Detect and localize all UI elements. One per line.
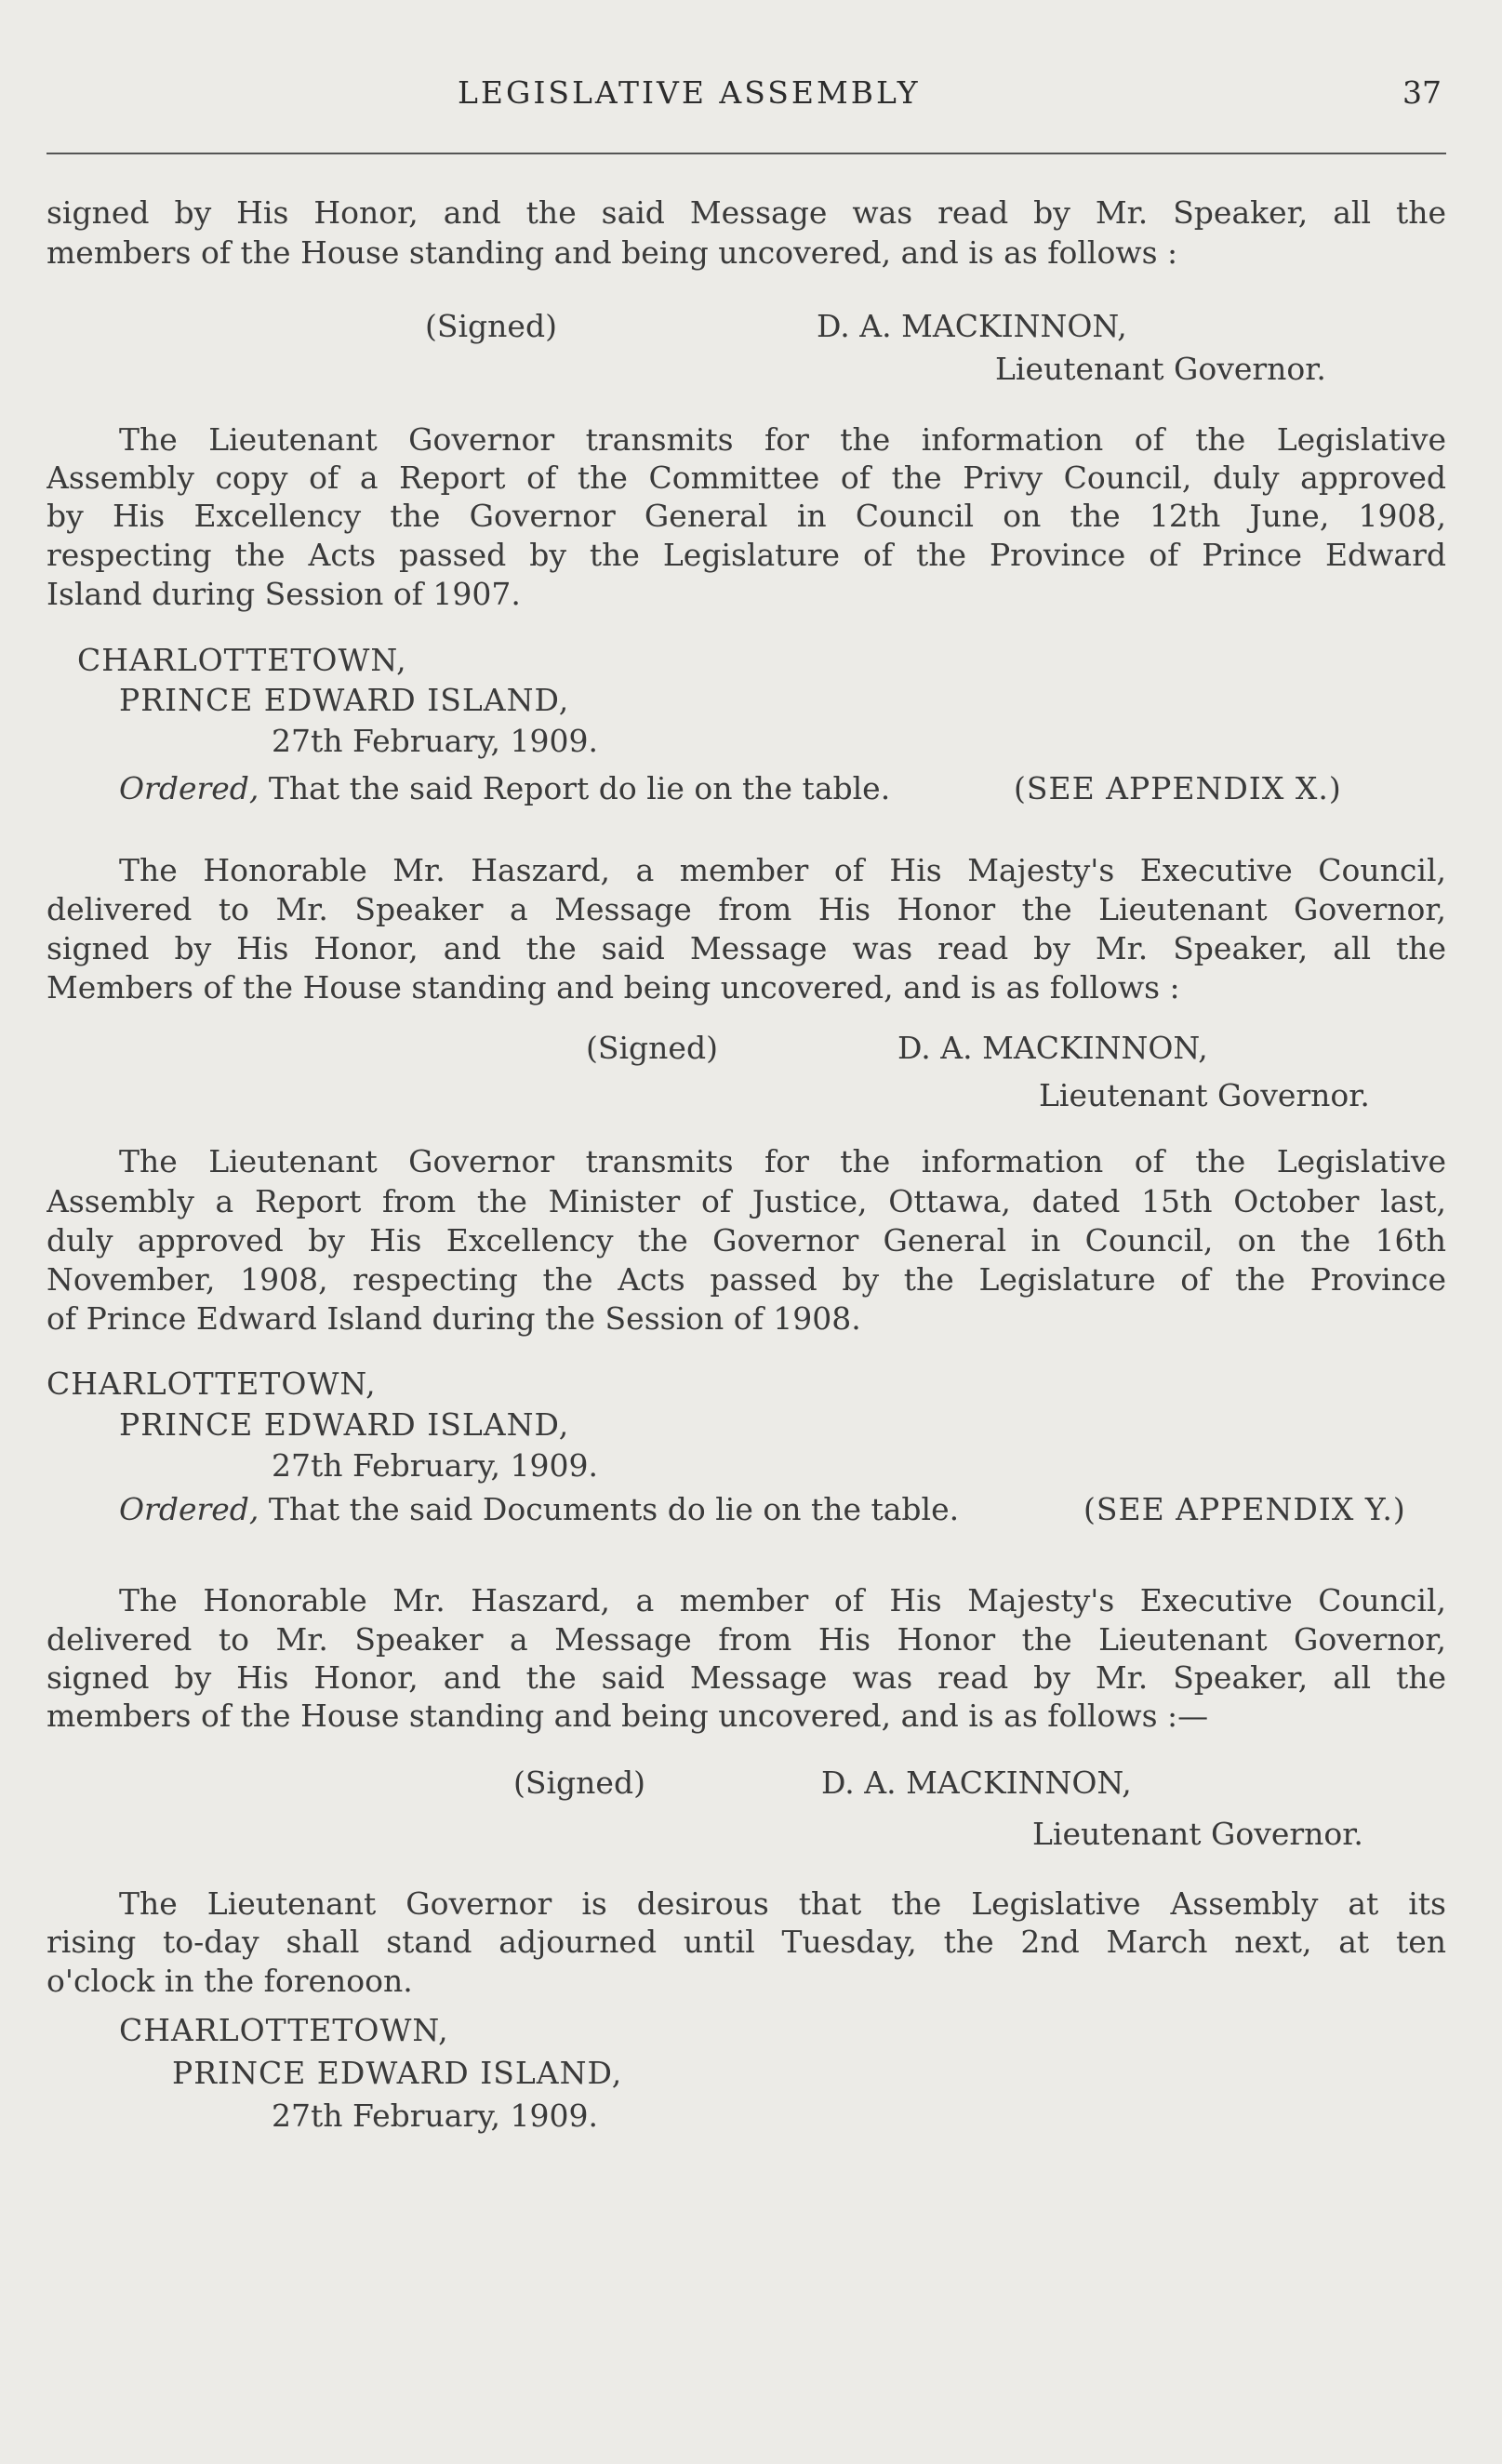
signer-title: Lieutenant Governor. [995, 351, 1326, 387]
date-line: 27th February, 1909. [272, 2098, 598, 2134]
paragraph-line: Members of the House standing and being uncovered, and is as follows : [47, 969, 1180, 1006]
header-rule [47, 153, 1446, 154]
paragraph-line: The Honorable Mr. Haszard, a member of His Majesty's Executive Council, [119, 1582, 1446, 1618]
place-line: CHARLOTTETOWN, [47, 1365, 377, 1402]
message-line: Assembly copy of a Report of the Committee of the Privy Council, duly approved [47, 460, 1446, 496]
paragraph-line: signed by His Honor, and the said Message was read by Mr. Speaker, all the [47, 1659, 1446, 1696]
message-line: of Prince Edward Island during the Session of 1908. [47, 1300, 861, 1337]
message-line: Island during Session of 1907. [47, 576, 521, 612]
message-line: November, 1908, respecting the Acts passed by the Legislature of the Province [47, 1261, 1446, 1298]
message-line: by His Excellency the Governor General in Council on the 12th June, 1908, [47, 498, 1446, 534]
message-line: o'clock in the forenoon. [47, 1963, 413, 1999]
signed-label: (Signed) [513, 1765, 645, 1801]
date-line: 27th February, 1909. [272, 723, 598, 759]
message-line: The Lieutenant Governor is desirous that the Legislative Assembly at its [119, 1885, 1446, 1922]
message-line: duly approved by His Excellency the Governor General in Council, on the 16th [47, 1222, 1446, 1259]
paragraph-line: signed by His Honor, and the said Message was read by Mr. Speaker, all the [47, 194, 1446, 231]
ordered-word: Ordered, [119, 770, 259, 806]
paragraph-line: members of the House standing and being uncovered, and is as follows :— [47, 1698, 1209, 1734]
signer-title: Lieutenant Governor. [1039, 1077, 1370, 1113]
ordered-text: That the said Report do lie on the table. [268, 770, 891, 806]
paragraph-line: The Honorable Mr. Haszard, a member of His Majesty's Executive Council, [119, 852, 1446, 888]
paragraph-line: delivered to Mr. Speaker a Message from His Honor the Lieutenant Governor, [47, 1621, 1446, 1658]
signer-title: Lieutenant Governor. [1032, 1816, 1363, 1852]
running-header-title: LEGISLATIVE ASSEMBLY [458, 74, 921, 111]
place-line: PRINCE EDWARD ISLAND, [172, 2055, 623, 2091]
ordered-word: Ordered, [119, 1491, 259, 1527]
place-line: PRINCE EDWARD ISLAND, [119, 682, 570, 718]
place-line: PRINCE EDWARD ISLAND, [119, 1406, 570, 1443]
ordered-line [119, 768, 890, 809]
ordered-text: That the said Documents do lie on the table. [268, 1491, 960, 1527]
date-line: 27th February, 1909. [272, 1447, 598, 1484]
message-line: rising to-day shall stand adjourned until Tuesday, the 2nd March next, at ten [47, 1924, 1446, 1960]
place-line: CHARLOTTETOWN, [77, 642, 407, 678]
paragraph-line: delivered to Mr. Speaker a Message from His Honor the Lieutenant Governor, [47, 891, 1446, 927]
message-line: The Lieutenant Governor transmits for the information of the Legislative [119, 421, 1446, 458]
message-line: respecting the Acts passed by the Legislature of the Province of Prince Edward [47, 537, 1446, 573]
paragraph-line: members of the House standing and being uncovered, and is as follows : [47, 234, 1178, 271]
page-number: 37 [1402, 74, 1442, 111]
ordered-line [119, 1489, 959, 1530]
signer-name: D. A. MACKINNON, [817, 308, 1127, 344]
signed-label: (Signed) [425, 308, 557, 344]
message-line: The Lieutenant Governor transmits for the information of the Legislative [119, 1143, 1446, 1179]
paragraph-line: signed by His Honor, and the said Message was read by Mr. Speaker, all the [47, 930, 1446, 966]
place-line: CHARLOTTETOWN, [119, 2012, 449, 2048]
message-line: Assembly a Report from the Minister of Justice, Ottawa, dated 15th October last, [47, 1183, 1446, 1219]
signed-label: (Signed) [586, 1030, 718, 1066]
signer-name: D. A. MACKINNON, [821, 1765, 1132, 1801]
appendix-reference: (SEE APPENDIX Y.) [1083, 1491, 1406, 1527]
signer-name: D. A. MACKINNON, [897, 1030, 1208, 1066]
appendix-reference: (SEE APPENDIX X.) [1014, 770, 1342, 806]
